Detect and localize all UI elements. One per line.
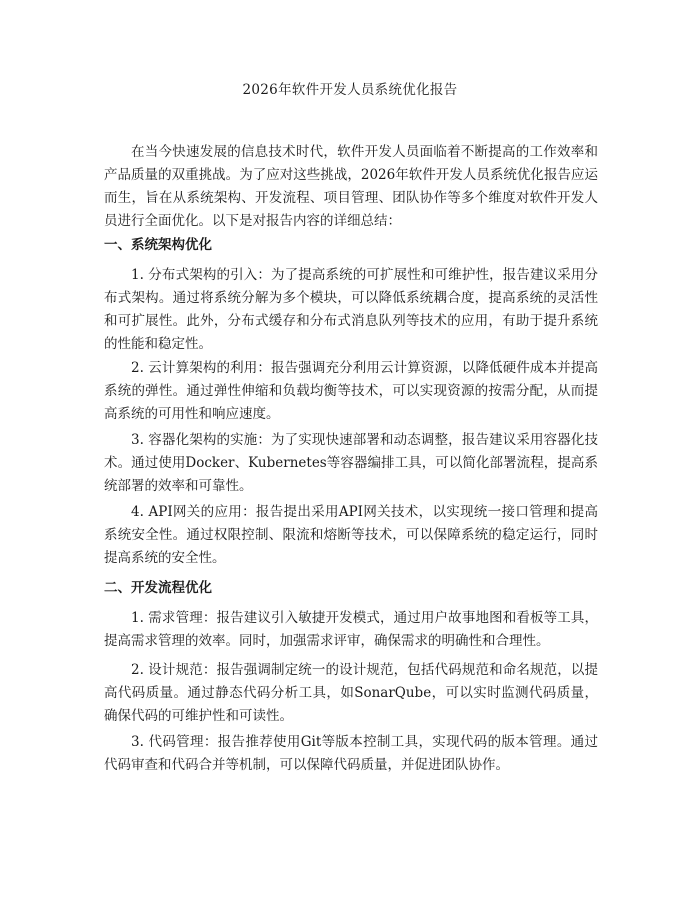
paragraph-cloud-architecture: 2. 云计算架构的利用：报告强调充分利用云计算资源，以降低硬件成本并提高系统的弹性。通过弹性伸缩和负载均衡等技术，可以实现资源的按需分配，从而提高系统的可用性和响应速度。 — [104, 360, 598, 422]
section-heading-dev-process: 二、开发流程优化 — [104, 580, 212, 596]
intro-paragraph: 在当今快速发展的信息技术时代，软件开发人员面临着不断提高的工作效率和产品质量的双重挑战。为了应对这些挑战，2026年软件开发人员系统优化报告应运而生，旨在从系统架构、开发流程、项目管理、团队协作等多个维度对软件开发人员进行全面优化。以下是对报告内容的详细总结： — [104, 144, 598, 229]
paragraph-code-management: 3. 代码管理：报告推荐使用Git等版本控制工具，实现代码的版本管理。通过代码审查和代码合并等机制，可以保障代码质量，并促进团队协作。 — [104, 734, 598, 773]
paragraph-api-gateway: 4. API网关的应用：报告提出采用API网关技术，以实现统一接口管理和提高系统安全性。通过权限控制、限流和熔断等技术，可以保障系统的稳定运行，同时提高系统的安全性。 — [104, 504, 598, 566]
paragraph-container-architecture: 3. 容器化架构的实施：为了实现快速部署和动态调整，报告建议采用容器化技术。通过使用Docker、Kubernetes等容器编排工具，可以简化部署流程，提高系统部署的效率和可靠性。 — [104, 432, 598, 494]
document-title: 2026年软件开发人员系统优化报告 — [242, 82, 458, 98]
paragraph-design-standards: 2. 设计规范：报告强调制定统一的设计规范，包括代码规范和命名规范，以提高代码质量。通过静态代码分析工具，如SonarQube，可以实时监测代码质量，确保代码的可维护性和可读性。 — [104, 662, 598, 724]
paragraph-distributed-architecture: 1. 分布式架构的引入：为了提高系统的可扩展性和可维护性，报告建议采用分布式架构。通过将系统分解为多个模块，可以降低系统耦合度，提高系统的灵活性和可扩展性。此外，分布式缓存和分布式消息队列等技术的应用，有助于提升系统的性能和稳定性。 — [104, 267, 598, 352]
section-heading-architecture: 一、系统架构优化 — [104, 237, 212, 253]
paragraph-requirements: 1. 需求管理：报告建议引入敏捷开发模式，通过用户故事地图和看板等工具，提高需求管理的效率。同时，加强需求评审，确保需求的明确性和合理性。 — [104, 610, 598, 649]
